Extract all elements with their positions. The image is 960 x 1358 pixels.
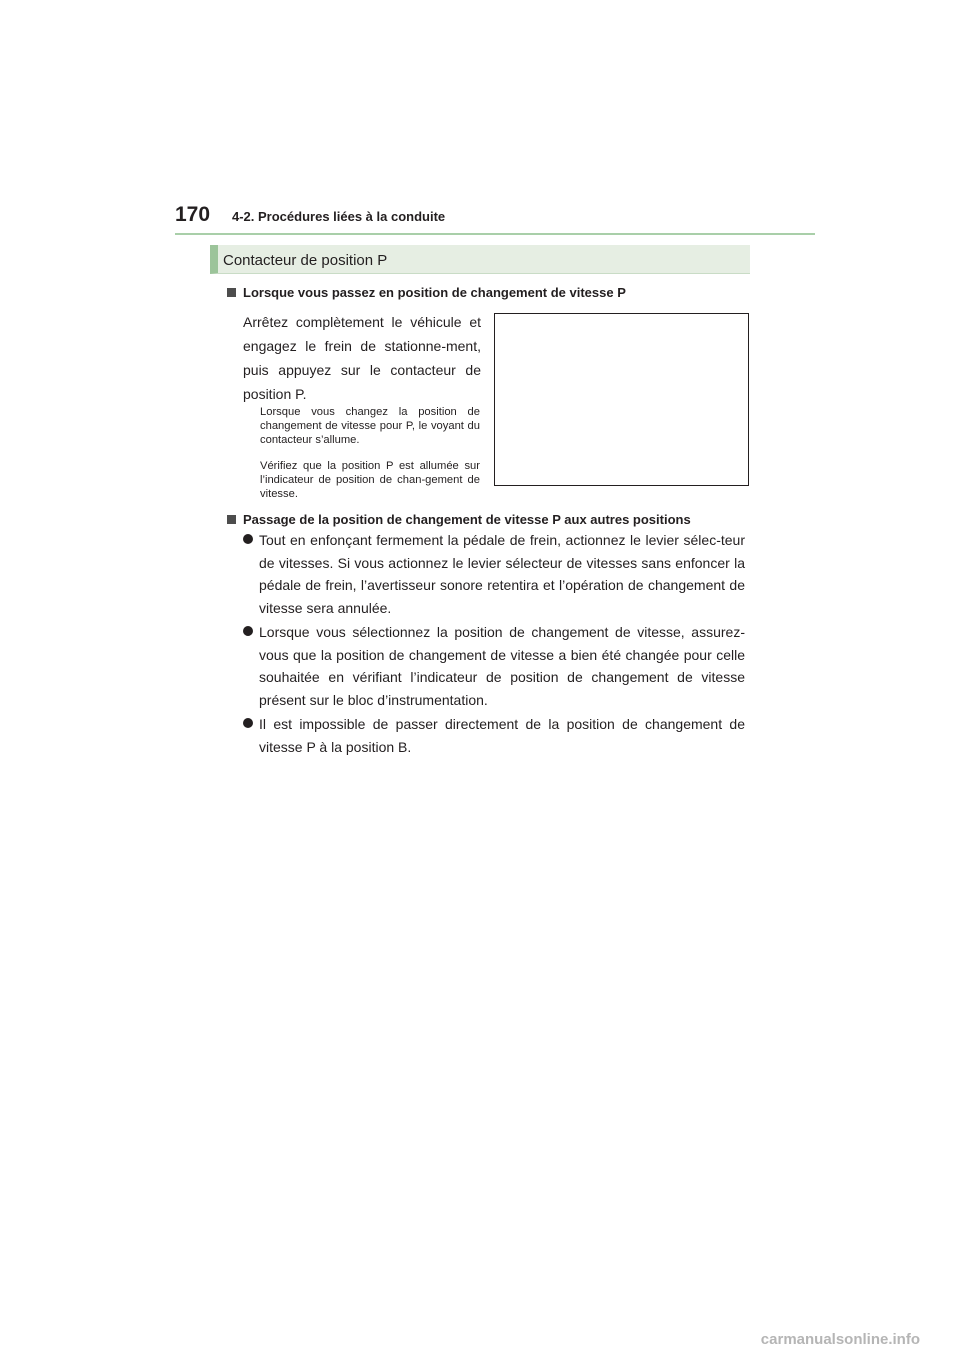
instruction-paragraph: Arrêtez complètement le véhicule et engagez le frein de stationne-ment, puis appuyez sur le contacteur de position P. xyxy=(243,314,481,402)
list-item xyxy=(243,529,745,619)
list-item-text: Tout en enfonçant fermement la pédale de frein, actionnez le levier sélec-teur de vitesses. Si vous actionnez le levier sélecteur de vitesses sans enfoncer la pédale de frein, l’avertisseur sonore retentira et l’opération de changement de vitesse sera annulée. xyxy=(259,532,745,616)
list-item-text: Lorsque vous sélectionnez la position de changement de vitesse, assurez-vous que la position de changement de vitesse a bien été changée pour celle souhaitée en vérifiant l’indicateur de position de changement de vitesse présent sur le bloc d’instrumentation. xyxy=(259,624,745,708)
bullet-icon xyxy=(243,534,253,544)
note-indicator-light: Lorsque vous changez la position de changement de vitesse pour P, le voyant du contacteur s’allume. xyxy=(260,406,480,446)
note-position-indicator: Vérifiez que la position P est allumée sur l’indicateur de position de chan-gement de vitesse. xyxy=(260,460,480,500)
subheading-text: Passage de la position de changement de vitesse P aux autres positions xyxy=(243,512,691,527)
square-bullet-icon xyxy=(227,288,236,297)
subheading-park-position xyxy=(227,285,626,300)
subheading-text: Lorsque vous passez en position de changement de vitesse P xyxy=(243,285,626,300)
watermark: carmanualsonline.info xyxy=(760,1331,920,1348)
section-title: Contacteur de position P xyxy=(223,252,388,269)
bullet-icon xyxy=(243,626,253,636)
list-item xyxy=(243,621,745,711)
header-divider xyxy=(175,233,815,235)
subheading-leaving-park xyxy=(227,512,691,527)
square-bullet-icon xyxy=(227,515,236,524)
illustration-frame xyxy=(494,313,749,486)
list-item xyxy=(243,713,745,758)
bullet-icon xyxy=(243,718,253,728)
page-number: 170 xyxy=(175,203,211,226)
chapter-title: 4-2. Procédures liées à la conduite xyxy=(232,209,446,224)
list-item-text: Il est impossible de passer directement de la position de changement de vitesse P à la position B. xyxy=(259,716,745,755)
